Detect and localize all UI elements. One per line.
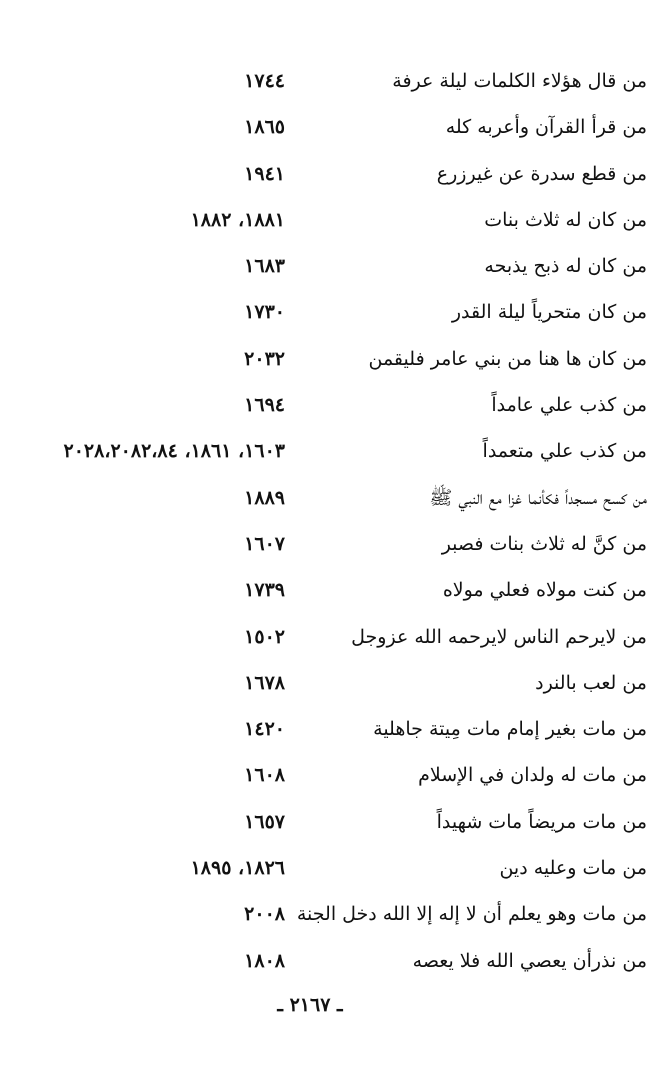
entry-text: من كنَّ له ثلاث بنات فصبر xyxy=(441,532,647,555)
index-row xyxy=(0,293,665,339)
index-row xyxy=(0,479,665,525)
entry-refs: ١٨٢٦، ١٨٩٥ xyxy=(190,857,285,880)
entry-refs: ١٩٤١ xyxy=(244,162,285,185)
index-row xyxy=(0,525,665,571)
entry-refs: ١٦٠٧ xyxy=(244,532,285,555)
entry-text: من كذب علي متعمداً xyxy=(482,440,647,463)
entry-refs: ١٦٠٨ xyxy=(244,764,285,787)
index-row xyxy=(0,849,665,895)
entry-text: من كسح مسجداً فكأنما غزا مع النبي ﷺ xyxy=(429,486,647,509)
entry-text: من لايرحم الناس لايرحمه الله عزوجل xyxy=(351,625,647,648)
index-row xyxy=(0,432,665,478)
entry-text: من كان ها هنا من بني عامر فليقمن xyxy=(368,347,647,370)
index-row xyxy=(0,710,665,756)
entry-text: من كذب علي عامداً xyxy=(491,394,647,417)
entry-refs: ١٧٤٤ xyxy=(244,70,285,92)
entry-refs: ١٨٨١، ١٨٨٢ xyxy=(190,208,285,231)
entry-refs: ١٦٨٣ xyxy=(244,255,285,278)
entry-text: من مات له ولدان في الإسلام xyxy=(418,764,647,787)
entry-text: من قال هؤلاء الكلمات ليلة عرفة xyxy=(392,70,647,92)
index-row xyxy=(0,664,665,710)
index-row xyxy=(0,756,665,802)
entry-refs: ١٦٠٣، ١٨٦١، ٢٠٢٨،٢٠٨٢،٨٤ xyxy=(63,440,285,463)
entry-refs: ١٥٠٢ xyxy=(244,625,285,648)
entry-text: من كان له ذبح يذبحه xyxy=(484,255,647,278)
entry-text: من مات وهو يعلم أن لا إله إلا الله دخل الجنة xyxy=(296,903,647,926)
entry-text: من قطع سدرة عن غيرزرع xyxy=(436,162,647,185)
entry-refs: ١٨٨٩ xyxy=(244,486,285,509)
entry-refs: ١٨٦٥ xyxy=(244,116,285,139)
index-row xyxy=(0,108,665,154)
entry-refs: ١٦٥٧ xyxy=(244,810,285,833)
index-row xyxy=(0,618,665,664)
entry-text: من كان له ثلاث بنات xyxy=(484,208,647,231)
index-row xyxy=(0,201,665,247)
index-row xyxy=(0,895,665,941)
entry-text: من كان متحرياً ليلة القدر xyxy=(451,301,647,324)
index-row xyxy=(0,942,665,988)
entry-refs: ١٤٢٠ xyxy=(244,718,285,741)
index-row xyxy=(0,803,665,849)
entry-refs: ٢٠٠٨ xyxy=(244,903,285,926)
index-row xyxy=(0,62,665,108)
hadith-index-list xyxy=(0,62,665,988)
entry-text: من قرأ القرآن وأعربه كله xyxy=(445,116,647,139)
index-row xyxy=(0,571,665,617)
entry-refs: ١٧٣٩ xyxy=(244,579,285,602)
index-row xyxy=(0,340,665,386)
entry-text: من نذرأن يعصي الله فلا يعصه xyxy=(412,949,647,972)
entry-refs: ١٦٧٨ xyxy=(244,671,285,694)
index-row xyxy=(0,386,665,432)
page-number: ـ ٢١٦٧ ـ xyxy=(277,994,343,1016)
entry-text: من مات مريضاً مات شهيداً xyxy=(436,810,647,833)
index-row xyxy=(0,155,665,201)
entry-text: من مات وعليه دين xyxy=(499,857,647,880)
entry-text: من مات بغير إمام مات مِيتة جاهلية xyxy=(373,718,647,741)
entry-refs: ٢٠٣٢ xyxy=(244,347,285,370)
entry-text: من كنت مولاه فعلي مولاه xyxy=(442,579,647,602)
entry-text: من لعب بالنرد xyxy=(535,671,647,694)
entry-refs: ١٨٠٨ xyxy=(244,949,285,972)
entry-refs: ١٧٣٠ xyxy=(244,301,285,324)
index-row xyxy=(0,247,665,293)
entry-refs: ١٦٩٤ xyxy=(244,394,285,417)
